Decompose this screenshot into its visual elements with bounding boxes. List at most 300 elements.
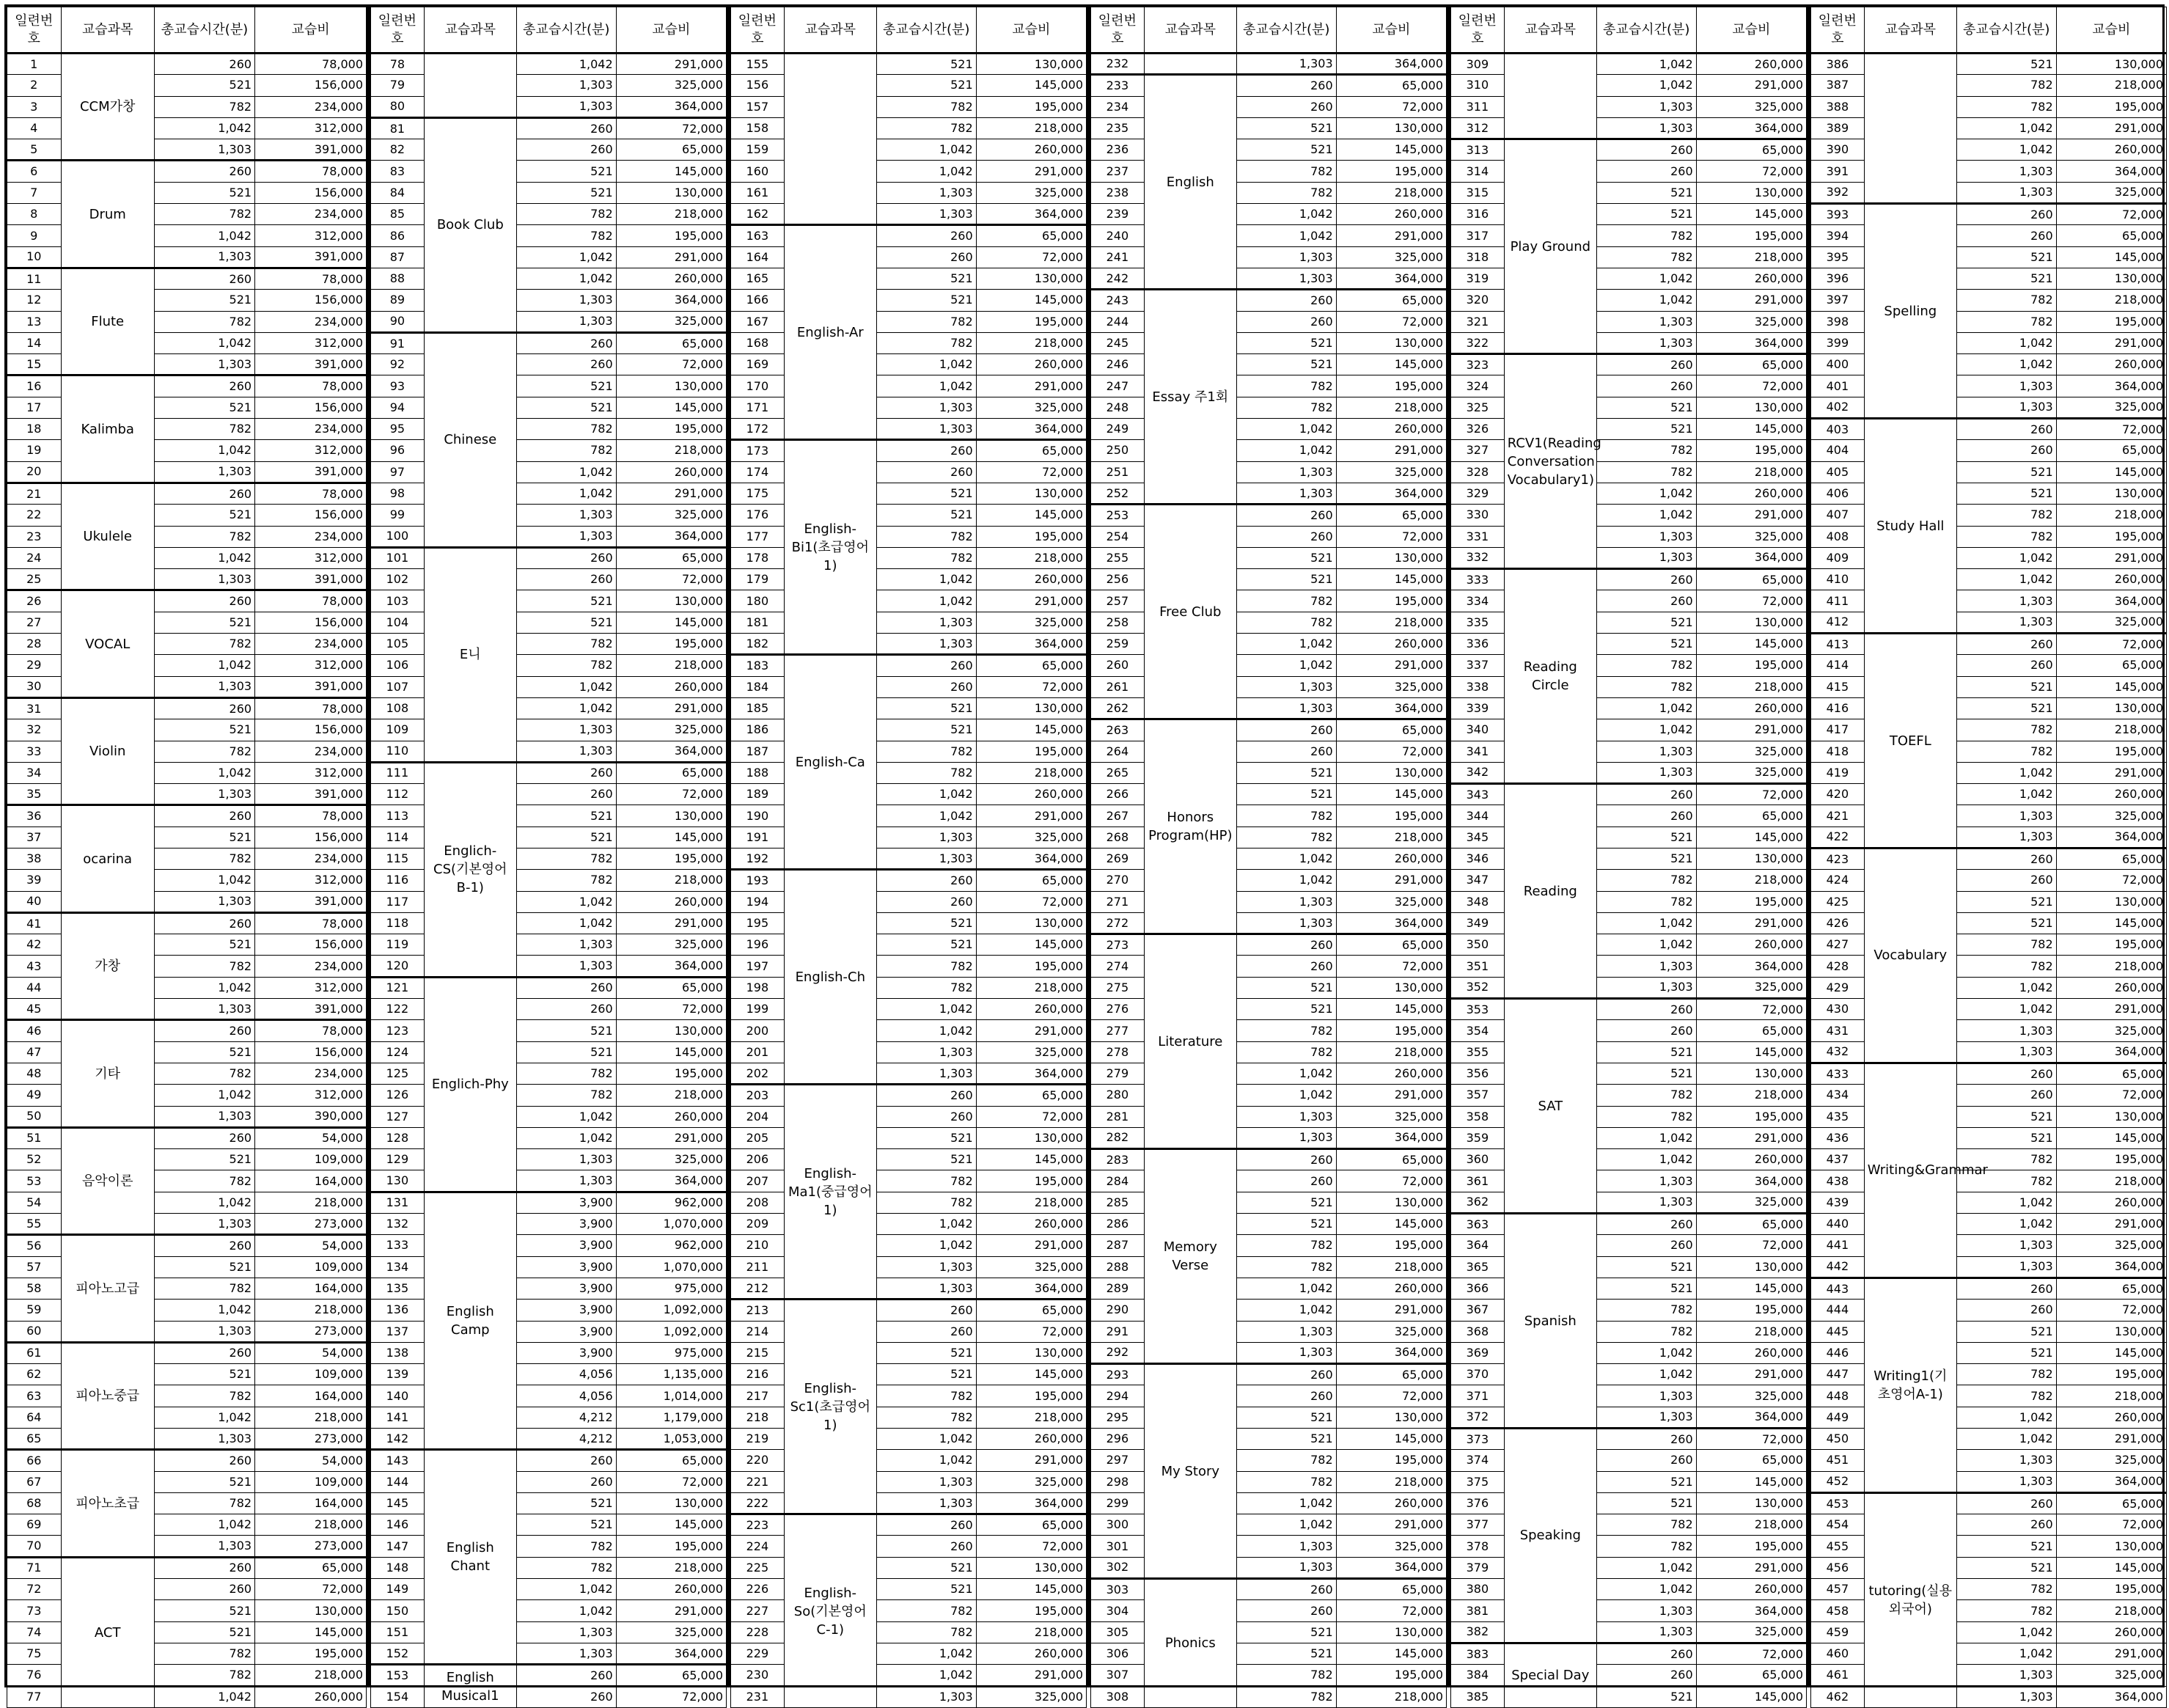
serial-no-cell: 217 <box>731 1385 785 1407</box>
fee-cell: 364,000 <box>2056 590 2166 612</box>
header-subject: 교습과목 <box>1504 7 1596 54</box>
fee-cell: 291,000 <box>2056 1429 2166 1450</box>
total-minutes-cell: 1,303 <box>876 1041 976 1063</box>
serial-no-cell: 269 <box>1091 848 1145 869</box>
serial-no-cell: 336 <box>1451 634 1505 655</box>
total-minutes-cell: 782 <box>154 96 254 117</box>
header-serial-no: 일련번호 <box>731 7 785 54</box>
fee-cell: 195,000 <box>1336 375 1446 397</box>
total-minutes-cell: 1,042 <box>516 1600 616 1621</box>
serial-no-cell: 237 <box>1091 161 1145 182</box>
subject-cell: VOCAL <box>61 590 154 697</box>
table-header <box>1811 7 2167 54</box>
total-minutes-cell: 1,303 <box>154 461 254 483</box>
total-minutes-cell: 260 <box>1596 1450 1696 1471</box>
fee-cell: 260,000 <box>976 999 1086 1020</box>
serial-no-cell: 398 <box>1811 311 1865 332</box>
serial-no-cell: 196 <box>731 934 785 956</box>
table-row <box>7 375 367 397</box>
total-minutes-cell: 1,303 <box>1956 1235 2056 1256</box>
fee-cell: 130,000 <box>1336 1407 1446 1428</box>
serial-no-cell: 105 <box>371 634 425 655</box>
fee-cell: 291,000 <box>1696 290 1806 311</box>
serial-no-cell: 412 <box>1811 612 1865 633</box>
fee-cell: 312,000 <box>255 225 367 246</box>
total-minutes-cell: 4,056 <box>516 1364 616 1385</box>
fee-cell: 130,000 <box>1696 397 1806 418</box>
serial-no-cell: 22 <box>7 505 62 526</box>
serial-no-cell: 311 <box>1451 96 1505 117</box>
total-minutes-cell: 1,042 <box>154 117 254 139</box>
fee-cell: 130,000 <box>976 697 1086 719</box>
serial-no-cell: 32 <box>7 719 62 741</box>
total-minutes-cell: 1,303 <box>876 182 976 203</box>
total-minutes-cell: 1,303 <box>1236 483 1336 504</box>
fee-cell: 975,000 <box>616 1278 726 1299</box>
fee-cell: 72,000 <box>1696 1429 1806 1450</box>
total-minutes-cell: 260 <box>516 1686 616 1707</box>
total-minutes-cell: 521 <box>876 483 976 504</box>
fee-cell: 260,000 <box>2056 354 2166 375</box>
serial-no-cell: 6 <box>7 161 62 182</box>
total-minutes-cell: 1,042 <box>876 1214 976 1235</box>
subject-cell: Violin <box>61 697 154 804</box>
serial-no-cell: 429 <box>1811 977 1865 998</box>
serial-no-cell: 332 <box>1451 547 1505 568</box>
fee-cell: 195,000 <box>2056 311 2166 332</box>
fee-cell: 130,000 <box>1696 1256 1806 1278</box>
fee-cell: 65,000 <box>976 870 1086 891</box>
total-minutes-cell: 260 <box>876 1300 976 1321</box>
total-minutes-cell: 260 <box>876 1085 976 1106</box>
subject-cell: Englich-Phy <box>424 977 516 1192</box>
fee-cell: 72,000 <box>1336 1385 1446 1407</box>
total-minutes-cell: 260 <box>1236 719 1336 741</box>
total-minutes-cell: 260 <box>154 590 254 612</box>
serial-no-cell: 320 <box>1451 290 1505 311</box>
fee-cell: 260,000 <box>2056 977 2166 998</box>
total-minutes-cell: 1,303 <box>1596 1407 1696 1428</box>
serial-no-cell: 77 <box>7 1686 62 1707</box>
serial-no-cell: 363 <box>1451 1214 1505 1235</box>
total-minutes-cell: 521 <box>1236 977 1336 998</box>
serial-no-cell: 128 <box>371 1127 425 1148</box>
fee-cell: 72,000 <box>1336 311 1446 332</box>
fee-cell: 291,000 <box>1336 440 1446 461</box>
serial-no-cell: 18 <box>7 419 62 440</box>
fee-cell: 218,000 <box>1336 1041 1446 1063</box>
fee-cell: 325,000 <box>1696 1621 1806 1643</box>
serial-no-cell: 56 <box>7 1235 62 1256</box>
total-minutes-cell: 521 <box>154 1364 254 1385</box>
total-minutes-cell: 1,042 <box>154 332 254 353</box>
fee-cell: 54,000 <box>255 1342 367 1363</box>
serial-no-cell: 85 <box>371 204 425 225</box>
fee-cell: 364,000 <box>616 290 726 311</box>
fee-cell: 195,000 <box>1696 655 1806 676</box>
fee-cell: 218,000 <box>976 117 1086 139</box>
total-minutes-cell: 260 <box>1596 139 1696 161</box>
serial-no-cell: 78 <box>371 54 425 75</box>
table-row <box>371 332 727 353</box>
total-minutes-cell: 521 <box>1596 634 1696 655</box>
serial-no-cell: 341 <box>1451 741 1505 762</box>
fee-cell: 1,092,000 <box>616 1321 726 1342</box>
fee-cell: 260,000 <box>2056 139 2166 161</box>
subject-cell: Reading <box>1504 784 1596 999</box>
total-minutes-cell: 260 <box>1596 999 1696 1020</box>
fee-cell: 218,000 <box>976 332 1086 353</box>
table-row <box>731 54 1087 75</box>
table-block <box>727 7 1087 1704</box>
fee-cell: 65,000 <box>2056 1278 2166 1299</box>
total-minutes-cell: 1,042 <box>516 483 616 504</box>
subject-cell: Study Hall <box>1864 419 1956 634</box>
serial-no-cell: 458 <box>1811 1600 1865 1621</box>
serial-no-cell: 160 <box>731 161 785 182</box>
serial-no-cell: 29 <box>7 655 62 676</box>
total-minutes-cell: 521 <box>1956 1106 2056 1127</box>
fee-cell: 218,000 <box>2056 719 2166 741</box>
total-minutes-cell: 521 <box>516 1492 616 1514</box>
serial-no-cell: 296 <box>1091 1429 1145 1450</box>
serial-no-cell: 231 <box>731 1686 785 1707</box>
fee-cell: 78,000 <box>255 1020 367 1041</box>
total-minutes-cell: 1,303 <box>1236 268 1336 289</box>
total-minutes-cell: 1,042 <box>516 54 616 75</box>
serial-no-cell: 107 <box>371 676 425 697</box>
fee-cell: 156,000 <box>255 182 367 203</box>
table-row <box>371 1665 727 1686</box>
serial-no-cell: 8 <box>7 204 62 225</box>
subject-cell: 피아노고급 <box>61 1235 154 1342</box>
serial-no-cell: 302 <box>1091 1557 1145 1578</box>
total-minutes-cell: 521 <box>154 934 254 956</box>
fee-cell: 291,000 <box>2056 547 2166 568</box>
fee-cell: 130,000 <box>976 1127 1086 1148</box>
serial-no-cell: 229 <box>731 1643 785 1664</box>
header-subject: 교습과목 <box>1144 7 1236 54</box>
serial-no-cell: 247 <box>1091 375 1145 397</box>
table-row <box>371 977 727 998</box>
total-minutes-cell: 260 <box>876 1514 976 1536</box>
fee-cell: 156,000 <box>255 75 367 96</box>
total-minutes-cell: 1,303 <box>876 1278 976 1299</box>
total-minutes-cell: 782 <box>1236 590 1336 612</box>
serial-no-cell: 132 <box>371 1214 425 1235</box>
fee-cell: 391,000 <box>255 569 367 590</box>
serial-no-cell: 127 <box>371 1106 425 1127</box>
fee-cell: 72,000 <box>1696 1235 1806 1256</box>
fee-cell: 291,000 <box>1696 719 1806 741</box>
serial-no-cell: 306 <box>1091 1643 1145 1664</box>
fee-cell: 234,000 <box>255 204 367 225</box>
fee-cell: 195,000 <box>2056 1364 2166 1385</box>
total-minutes-cell: 521 <box>516 397 616 418</box>
serial-no-cell: 99 <box>371 505 425 526</box>
fee-cell: 195,000 <box>1336 805 1446 826</box>
fee-cell: 72,000 <box>2056 634 2166 655</box>
total-minutes-cell: 1,042 <box>1236 1514 1336 1536</box>
serial-no-cell: 26 <box>7 590 62 612</box>
fee-cell: 65,000 <box>2056 655 2166 676</box>
fee-cell: 72,000 <box>976 1321 1086 1342</box>
serial-no-cell: 91 <box>371 332 425 353</box>
total-minutes-cell: 1,303 <box>1236 1536 1336 1557</box>
total-minutes-cell: 260 <box>154 268 254 289</box>
serial-no-cell: 202 <box>731 1063 785 1084</box>
total-minutes-cell: 521 <box>1596 397 1696 418</box>
serial-no-cell: 450 <box>1811 1429 1865 1450</box>
serial-no-cell: 362 <box>1451 1192 1505 1213</box>
total-minutes-cell: 1,303 <box>516 741 616 762</box>
subject-cell: Essay 주1회 <box>1144 290 1236 505</box>
total-minutes-cell: 1,303 <box>154 784 254 805</box>
subject-cell: Phonics <box>1144 1579 1236 1708</box>
fee-cell: 260,000 <box>616 676 726 697</box>
serial-no-cell: 149 <box>371 1579 425 1600</box>
fee-cell: 195,000 <box>616 848 726 869</box>
total-minutes-cell: 782 <box>516 1557 616 1578</box>
total-minutes-cell: 1,042 <box>876 1643 976 1664</box>
fee-cell: 145,000 <box>1336 1643 1446 1664</box>
fee-cell: 273,000 <box>255 1321 367 1342</box>
fee-cell: 364,000 <box>976 204 1086 225</box>
total-minutes-cell: 1,042 <box>1956 547 2056 568</box>
subject-cell: English-Ar <box>784 225 876 440</box>
fee-cell: 145,000 <box>976 75 1086 96</box>
fee-cell: 291,000 <box>976 1665 1086 1686</box>
fee-cell: 195,000 <box>616 1536 726 1557</box>
serial-no-cell: 272 <box>1091 912 1145 934</box>
fee-cell: 195,000 <box>2056 1149 2166 1170</box>
serial-no-cell: 360 <box>1451 1149 1505 1170</box>
table-header <box>371 7 727 54</box>
total-minutes-cell: 260 <box>876 1536 976 1557</box>
serial-no-cell: 52 <box>7 1149 62 1170</box>
serial-no-cell: 430 <box>1811 999 1865 1020</box>
total-minutes-cell: 1,042 <box>154 655 254 676</box>
fee-cell: 218,000 <box>616 204 726 225</box>
serial-no-cell: 304 <box>1091 1600 1145 1621</box>
total-minutes-cell: 521 <box>876 1557 976 1578</box>
header-row <box>1091 7 1447 54</box>
total-minutes-cell: 782 <box>154 311 254 332</box>
total-minutes-cell: 521 <box>1236 354 1336 375</box>
serial-no-cell: 5 <box>7 139 62 161</box>
serial-no-cell: 381 <box>1451 1600 1505 1621</box>
fee-cell: 195,000 <box>2056 934 2166 956</box>
serial-no-cell: 293 <box>1091 1364 1145 1385</box>
fee-cell: 325,000 <box>1336 676 1446 697</box>
fee-cell: 364,000 <box>1336 912 1446 934</box>
table-row <box>1451 1429 1807 1450</box>
fee-cell: 364,000 <box>1336 697 1446 719</box>
fee-cell: 156,000 <box>255 934 367 956</box>
serial-no-cell: 124 <box>371 1041 425 1063</box>
fee-cell: 218,000 <box>976 547 1086 568</box>
total-minutes-cell: 521 <box>1596 1063 1696 1084</box>
serial-no-cell: 457 <box>1811 1579 1865 1600</box>
total-minutes-cell: 260 <box>516 1665 616 1686</box>
fee-cell: 54,000 <box>255 1127 367 1148</box>
table-row <box>7 54 367 75</box>
serial-no-cell: 422 <box>1811 826 1865 848</box>
fee-cell: 325,000 <box>1336 246 1446 268</box>
serial-no-cell: 209 <box>731 1214 785 1235</box>
serial-no-cell: 261 <box>1091 676 1145 697</box>
header-total-minutes: 총교습시간(분) <box>1956 7 2056 54</box>
total-minutes-cell: 521 <box>154 75 254 96</box>
fee-cell: 325,000 <box>976 1041 1086 1063</box>
serial-no-cell: 265 <box>1091 762 1145 783</box>
total-minutes-cell: 1,042 <box>1236 419 1336 440</box>
serial-no-cell: 387 <box>1811 75 1865 96</box>
serial-no-cell: 233 <box>1091 75 1145 96</box>
subject-cell: 피아노중급 <box>61 1342 154 1449</box>
total-minutes-cell: 782 <box>154 204 254 225</box>
fee-cell: 218,000 <box>976 1407 1086 1428</box>
fee-cell: 234,000 <box>255 956 367 977</box>
fee-cell: 65,000 <box>1696 1214 1806 1235</box>
serial-no-cell: 36 <box>7 805 62 826</box>
fee-cell: 218,000 <box>1336 397 1446 418</box>
serial-no-cell: 339 <box>1451 697 1505 719</box>
total-minutes-cell: 521 <box>876 1342 976 1363</box>
total-minutes-cell: 1,303 <box>876 1256 976 1278</box>
fee-cell: 145,000 <box>1336 354 1446 375</box>
total-minutes-cell: 1,042 <box>154 440 254 461</box>
fee-cell: 195,000 <box>2056 1579 2166 1600</box>
serial-no-cell: 126 <box>371 1085 425 1106</box>
total-minutes-cell: 782 <box>1596 870 1696 891</box>
table-row <box>1091 290 1447 311</box>
serial-no-cell: 365 <box>1451 1256 1505 1278</box>
serial-no-cell: 346 <box>1451 848 1505 869</box>
total-minutes-cell: 782 <box>1236 1235 1336 1256</box>
total-minutes-cell: 1,042 <box>876 784 976 805</box>
fee-cell: 260,000 <box>976 354 1086 375</box>
fee-cell: 291,000 <box>2056 1214 2166 1235</box>
total-minutes-cell: 521 <box>154 290 254 311</box>
total-minutes-cell: 1,303 <box>154 354 254 375</box>
total-minutes-cell: 521 <box>154 1621 254 1643</box>
fee-cell: 195,000 <box>976 526 1086 547</box>
total-minutes-cell: 521 <box>876 1579 976 1600</box>
total-minutes-cell: 260 <box>1596 805 1696 826</box>
total-minutes-cell: 1,303 <box>1236 697 1336 719</box>
total-minutes-cell: 782 <box>154 1278 254 1299</box>
total-minutes-cell: 260 <box>1956 204 2056 225</box>
serial-no-cell: 166 <box>731 290 785 311</box>
table-row <box>731 655 1087 676</box>
table-row <box>371 547 727 568</box>
serial-no-cell: 152 <box>371 1643 425 1664</box>
fee-cell: 130,000 <box>1696 1492 1806 1514</box>
fee-cell: 364,000 <box>1696 1170 1806 1192</box>
table-row <box>731 1300 1087 1321</box>
total-minutes-cell: 1,303 <box>516 505 616 526</box>
serial-no-cell: 164 <box>731 246 785 268</box>
fee-cell: 325,000 <box>1696 741 1806 762</box>
serial-no-cell: 189 <box>731 784 785 805</box>
fee-cell: 65,000 <box>1696 569 1806 590</box>
total-minutes-cell: 521 <box>1596 1256 1696 1278</box>
serial-no-cell: 125 <box>371 1063 425 1084</box>
serial-no-cell: 283 <box>1091 1149 1145 1170</box>
fee-cell: 325,000 <box>616 934 726 956</box>
fee-cell: 65,000 <box>2056 1063 2166 1084</box>
table-block <box>7 7 367 1704</box>
fee-cell: 195,000 <box>1336 590 1446 612</box>
header-total-minutes: 총교습시간(분) <box>516 7 616 54</box>
fee-cell: 325,000 <box>1336 461 1446 483</box>
serial-no-cell: 183 <box>731 655 785 676</box>
serial-no-cell: 289 <box>1091 1278 1145 1299</box>
table-row <box>7 1020 367 1041</box>
total-minutes-cell: 1,042 <box>1596 1579 1696 1600</box>
subject-cell <box>1864 54 1956 204</box>
serial-no-cell: 280 <box>1091 1085 1145 1106</box>
total-minutes-cell: 782 <box>1596 1085 1696 1106</box>
serial-no-cell: 389 <box>1811 117 1865 139</box>
fee-cell: 312,000 <box>255 1085 367 1106</box>
table-row <box>1811 848 2167 869</box>
total-minutes-cell: 1,303 <box>1596 1170 1696 1192</box>
total-minutes-cell: 782 <box>876 311 976 332</box>
header-serial-no: 일련번호 <box>371 7 425 54</box>
fee-cell: 145,000 <box>616 1041 726 1063</box>
serial-no-cell: 86 <box>371 225 425 246</box>
serial-no-cell: 27 <box>7 612 62 633</box>
fee-cell: 130,000 <box>976 912 1086 934</box>
total-minutes-cell: 260 <box>1596 1643 1696 1664</box>
fee-cell: 325,000 <box>2056 1665 2166 1686</box>
fee-cell: 325,000 <box>976 1686 1086 1707</box>
serial-no-cell: 377 <box>1451 1514 1505 1536</box>
fee-cell: 364,000 <box>616 741 726 762</box>
fee-cell: 78,000 <box>255 268 367 289</box>
serial-no-cell: 33 <box>7 741 62 762</box>
total-minutes-cell: 782 <box>154 526 254 547</box>
total-minutes-cell: 1,303 <box>1236 1342 1336 1363</box>
serial-no-cell: 327 <box>1451 440 1505 461</box>
fee-cell: 312,000 <box>255 762 367 783</box>
total-minutes-cell: 4,212 <box>516 1429 616 1450</box>
total-minutes-cell: 1,042 <box>516 1579 616 1600</box>
fee-table <box>1450 7 1807 1708</box>
total-minutes-cell: 521 <box>1236 569 1336 590</box>
total-minutes-cell: 1,303 <box>154 999 254 1020</box>
fee-cell: 145,000 <box>1696 826 1806 848</box>
fee-cell: 364,000 <box>2056 826 2166 848</box>
total-minutes-cell: 1,303 <box>1596 1192 1696 1213</box>
serial-no-cell: 300 <box>1091 1514 1145 1536</box>
total-minutes-cell: 782 <box>876 741 976 762</box>
serial-no-cell: 2 <box>7 75 62 96</box>
fee-cell: 65,000 <box>2056 225 2166 246</box>
subject-cell: Play Ground <box>1504 139 1596 354</box>
total-minutes-cell: 1,042 <box>1596 268 1696 289</box>
total-minutes-cell: 260 <box>516 332 616 353</box>
total-minutes-cell: 782 <box>516 870 616 891</box>
total-minutes-cell: 260 <box>1956 1300 2056 1321</box>
fee-cell: 72,000 <box>616 354 726 375</box>
total-minutes-cell: 260 <box>1956 1278 2056 1299</box>
fee-cell: 260,000 <box>616 268 726 289</box>
header-subject: 교습과목 <box>784 7 876 54</box>
fee-cell: 325,000 <box>1696 1192 1806 1213</box>
